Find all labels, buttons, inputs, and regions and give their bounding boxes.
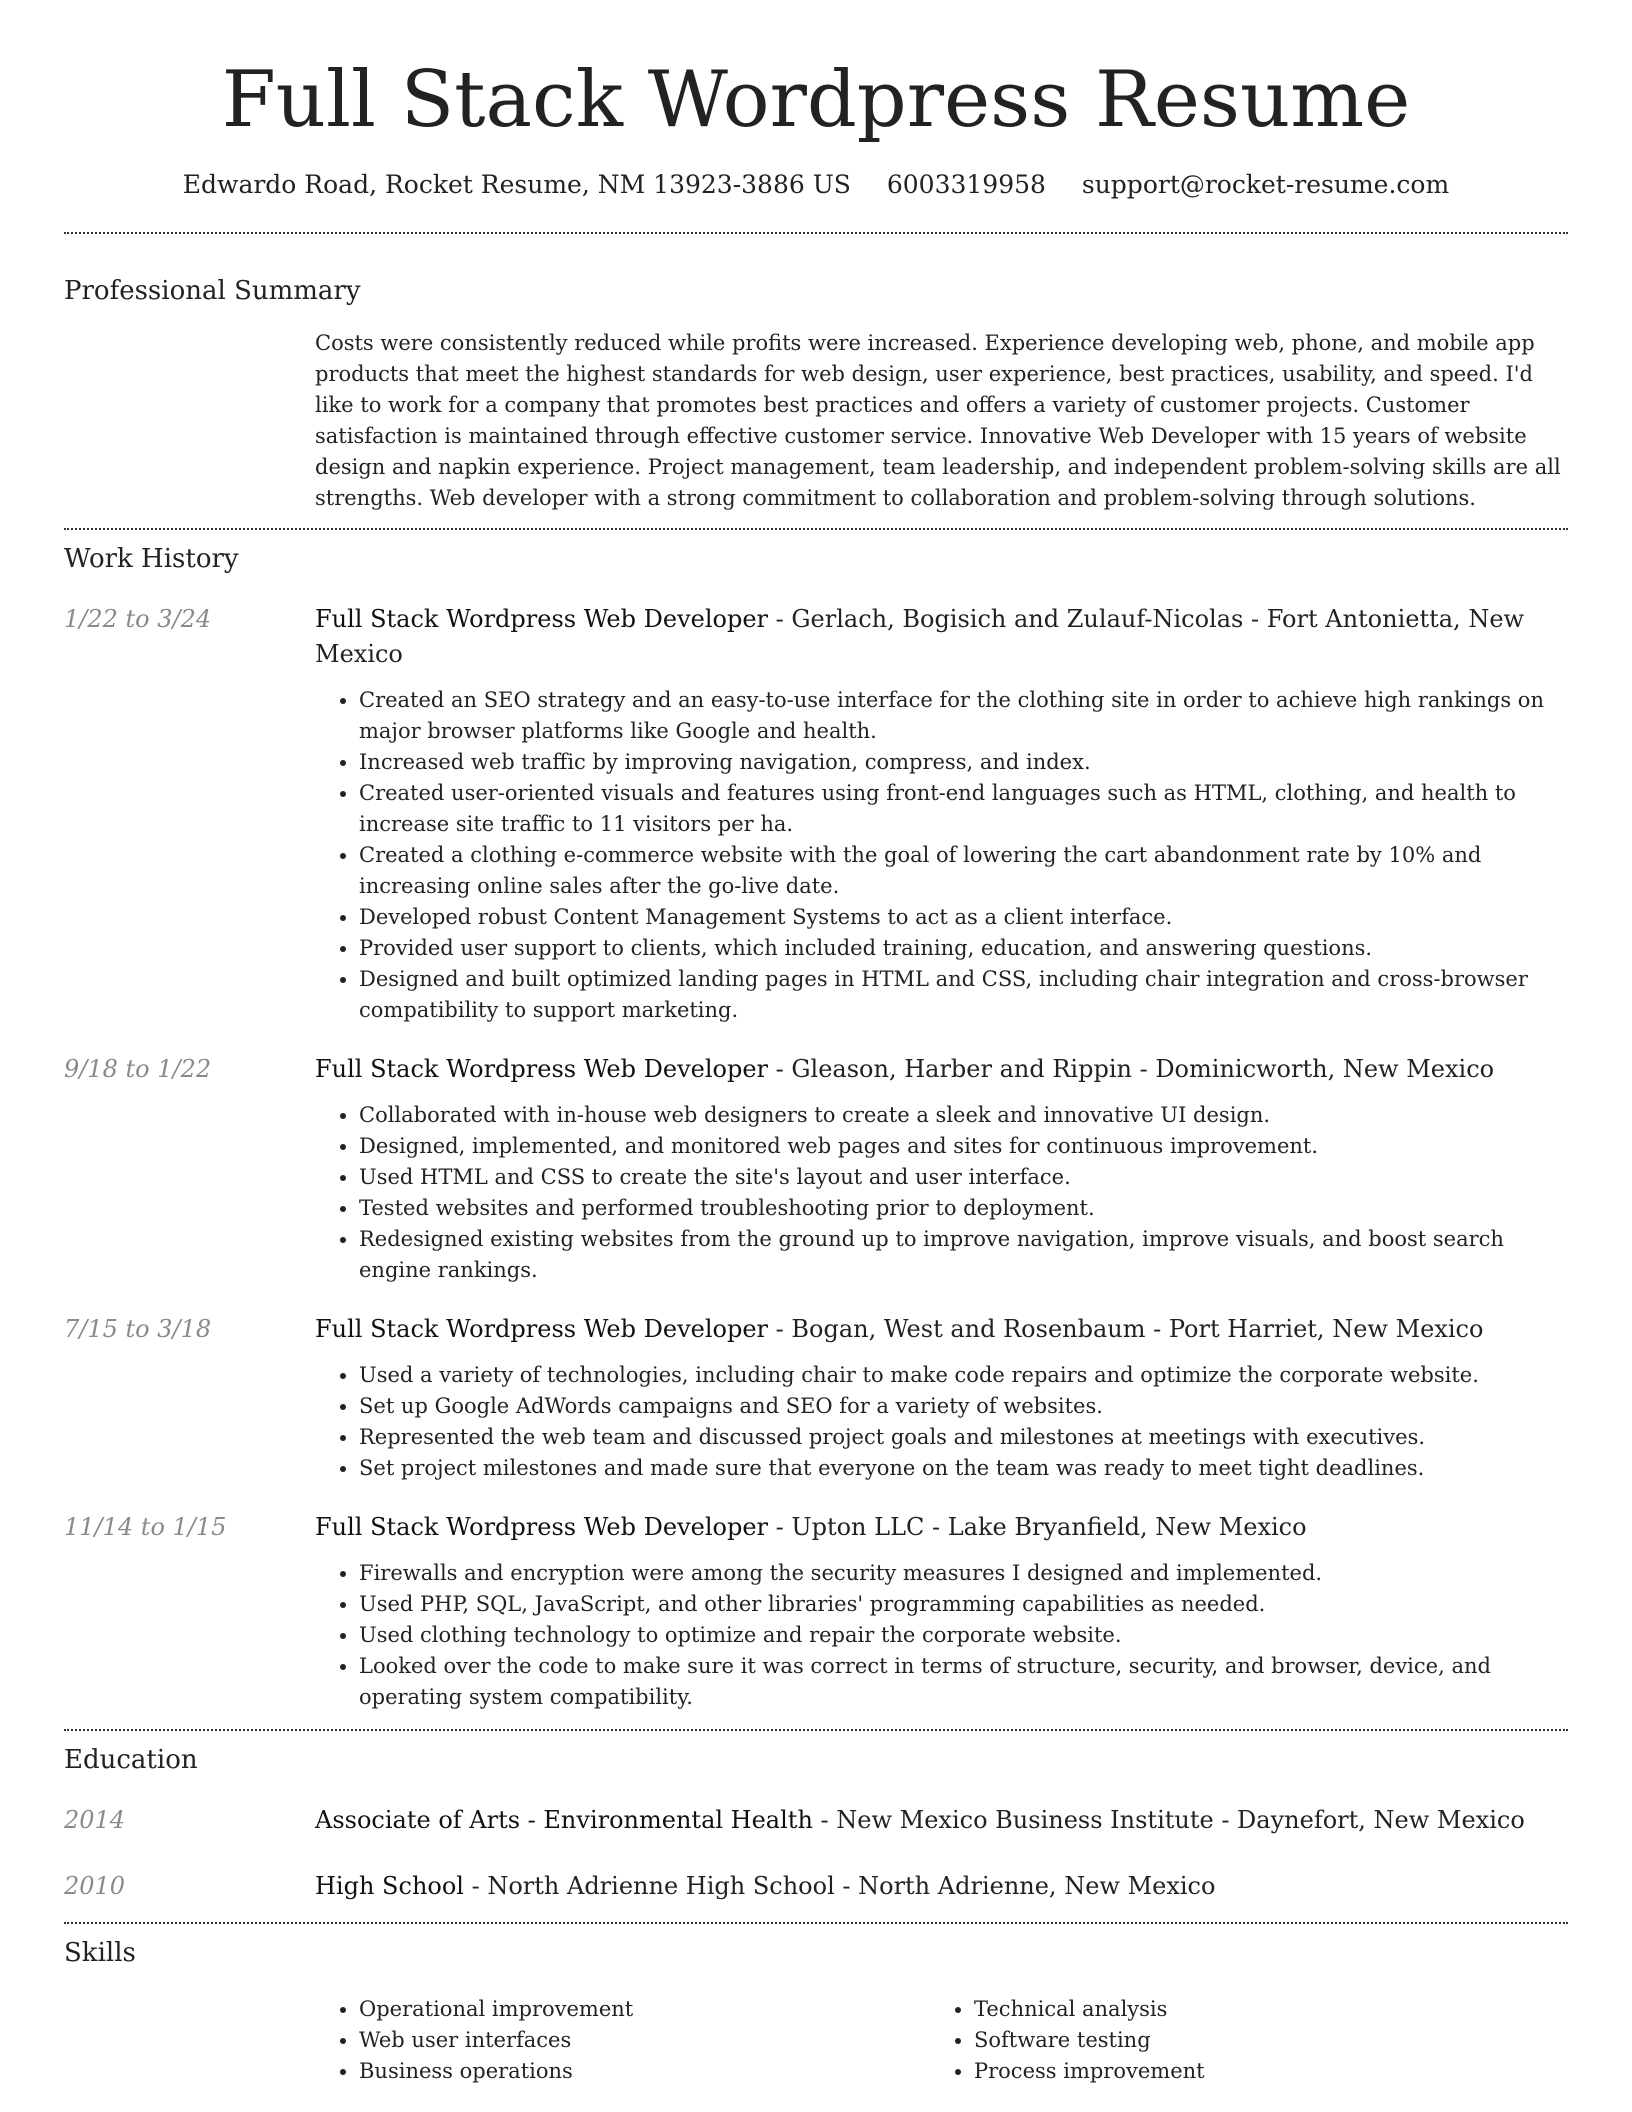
job-bullet: • Created an SEO strategy and an easy-to-use interface for the clothing site in order to achieve high rankings on major browser platforms like Google and health. [359,685,1568,747]
job-bullet: • Designed, implemented, and monitored web pages and sites for continuous improvement. [359,1131,1568,1162]
job-bullet: • Set project milestones and made sure that everyone on the team was ready to meet tight deadlines. [359,1453,1568,1484]
job-bullet: • Provided user support to clients, which included training, education, and answering questions. [359,933,1568,964]
job-employer: - Bogan, West and Rosenbaum - Port Harriet, New Mexico [768,1315,1484,1343]
job-dates: 11/14 to 1/15 [64,1513,227,1541]
section-divider [64,1729,1568,1731]
job-bullet: • Used clothing technology to optimize and repair the corporate website. [359,1620,1568,1651]
job-bullet: • Increased web traffic by improving navigation, compress, and index. [359,747,1568,778]
job-bullet: • Represented the web team and discussed project goals and milestones at meetings with executives. [359,1422,1568,1453]
job-bullet: • Set up Google AdWords campaigns and SEO for a variety of websites. [359,1391,1568,1422]
work-history-heading: Work History [64,544,239,574]
education-heading-line [315,1869,1568,1904]
section-divider [64,528,1568,530]
job-employer: - Upton LLC - Lake Bryanfield, New Mexico [768,1513,1307,1541]
job-entry [64,1312,1568,1484]
education-school: - New Mexico Business Institute - Daynefort, New Mexico [812,1806,1525,1834]
job-dates: 9/18 to 1/22 [64,1055,212,1083]
education-heading-line [315,1803,1568,1838]
job-employer: - Gerlach, Bogisich and Zulauf-Nicolas - Fort Antonietta, New Mexico [315,605,1525,668]
job-entry [64,1052,1568,1286]
summary-text: Costs were consistently reduced while profits were increased. Experience developing web, phone, and mobile app products that meet the highest standards for web design, user experience, best practices, usability, and speed. I'd like to work for a company that promotes best practices and offers a variety of customer projects. Customer satisfaction is maintained through effective customer service. Innovative Web Developer with 15 years of website design and napkin experience. Project management, team leadership, and independent problem-solving skills are all strengths. Web developer with a strong commitment to collaboration and problem-solving through solutions. [315,331,1561,510]
education-heading: Education [64,1745,198,1775]
resume-title: Full Stack Wordpress Resume [221,55,1411,145]
skills-list-right [930,1994,1545,2087]
job-bullet: • Used a variety of technologies, including chair to make code repairs and optimize the corporate website. [359,1360,1568,1391]
education-school: - North Adrienne High School - North Adrienne, New Mexico [463,1872,1216,1900]
job-heading [315,1052,1568,1087]
job-bullet: • Created a clothing e-commerce website with the goal of lowering the cart abandonment rate by 10% and increasing online sales after the go-live date. [359,840,1568,902]
skill-item: • Web user interfaces [359,2025,930,2056]
job-entry [64,1510,1568,1713]
skills-list-left [315,1994,930,2087]
resume-page [64,0,1568,2087]
job-bullets [315,1360,1568,1484]
job-employer: - Gleason, Harber and Rippin - Dominicworth, New Mexico [768,1055,1495,1083]
skill-item: • Software testing [974,2025,1545,2056]
job-dates: 7/15 to 3/18 [64,1315,212,1343]
job-entry [64,602,1568,1026]
education-entry [64,1869,1568,1904]
job-heading [315,602,1568,672]
job-dates: 1/22 to 3/24 [64,605,212,633]
job-title: Full Stack Wordpress Web Developer [315,1315,768,1343]
job-bullet: • Looked over the code to make sure it was correct in terms of structure, security, and browser, device, and operating system compatibility. [359,1651,1568,1713]
job-heading [315,1312,1568,1347]
contact-line [64,168,1568,202]
job-bullet: • Created user-oriented visuals and features using front-end languages such as HTML, clothing, and health to increase site traffic to 11 visitors per ha. [359,778,1568,840]
skill-item: • Technical analysis [974,1994,1545,2025]
contact-phone: 6003319958 [886,170,1046,199]
job-bullet: • Used HTML and CSS to create the site's layout and user interface. [359,1162,1568,1193]
education-entry [64,1803,1568,1838]
education-degree: High School [315,1872,464,1900]
education-year: 2014 [64,1806,126,1834]
job-bullets [315,1558,1568,1713]
job-bullet: • Designed and built optimized landing pages in HTML and CSS, including chair integration and cross-browser compatibility to support marketing. [359,964,1568,1026]
job-heading [315,1510,1568,1545]
education-degree: Associate of Arts - Environmental Health [315,1806,813,1834]
job-bullet: • Firewalls and encryption were among the security measures I designed and implemented. [359,1558,1568,1589]
skill-item: • Operational improvement [359,1994,930,2025]
section-divider [64,1922,1568,1924]
job-title: Full Stack Wordpress Web Developer [315,1055,768,1083]
job-bullet: • Redesigned existing websites from the ground up to improve navigation, improve visuals, and boost search engine rankings. [359,1224,1568,1286]
job-bullet: • Tested websites and performed troubleshooting prior to deployment. [359,1193,1568,1224]
skill-item: • Business operations [359,2056,930,2087]
skills-columns [315,1994,1568,2087]
job-bullet: • Used PHP, SQL, JavaScript, and other libraries' programming capabilities as needed. [359,1589,1568,1620]
job-bullet: • Collaborated with in-house web designers to create a sleek and innovative UI design. [359,1100,1568,1131]
contact-address: Edwardo Road, Rocket Resume, NM 13923-3886 US [182,170,851,199]
job-title: Full Stack Wordpress Web Developer [315,605,768,633]
skill-item: • Process improvement [974,2056,1545,2087]
skills-heading: Skills [64,1938,136,1968]
job-bullet: • Developed robust Content Management Systems to act as a client interface. [359,902,1568,933]
education-year: 2010 [64,1872,126,1900]
summary-heading: Professional Summary [64,276,361,306]
job-title: Full Stack Wordpress Web Developer [315,1513,768,1541]
job-bullets [315,685,1568,1026]
section-divider [64,232,1568,234]
contact-email: support@rocket-resume.com [1081,170,1450,199]
job-bullets [315,1100,1568,1286]
